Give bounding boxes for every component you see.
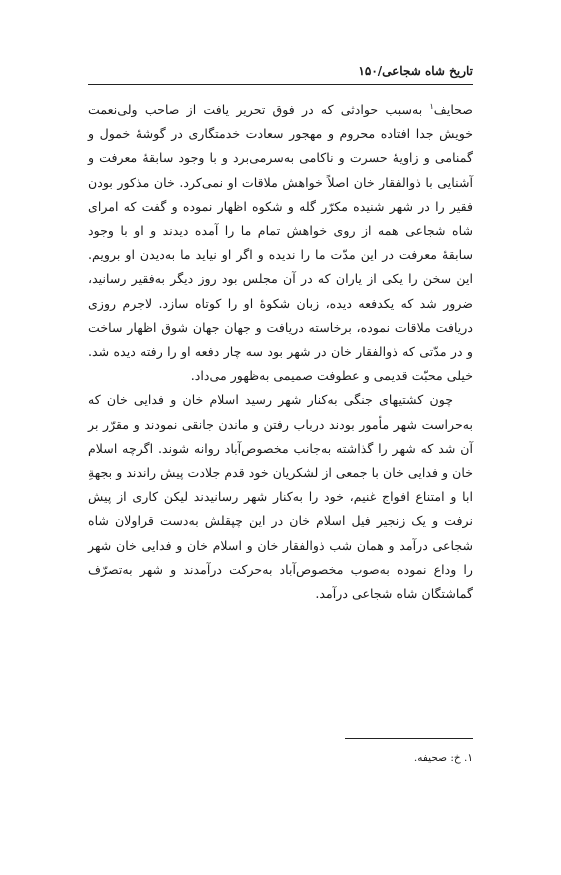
body-text: [88, 98, 473, 606]
paragraph-1: [88, 98, 473, 388]
footnote-reference: ۱: [429, 101, 434, 111]
header-rule: [88, 84, 473, 85]
paragraph-1-lead: صحایف: [433, 102, 473, 117]
running-title: تاریخ شاه شجاعی/۱۵۰: [358, 64, 473, 78]
paragraph-1-text: به‌سبب حوادثی که در فوق تحریر یافت از صاحب ولی‌نعمت خویش جدا افتاده محروم و مهجور سعادت خدمتگاری در گوشهٔ خمول و گمنامی و زاویهٔ حسرت و ناکامی به‌سرمی‌برد و با وجود سابقهٔ معرفت و آشنایی با ذوالفقار خان اصلاً خواهش ملاقات او نمی‌کرد. خان مذکور بودن فقیر را در شهر شنیده مکرّر گله و شکوه اظهار نموده و گفت که امرای شاه شجاعی همه از روی خواهش تمام ما را آمده دیدند و او با وجود سابقهٔ معرفت در این مدّت ما را ندیده و اگر او نیاید ما به‌دیدن او برویم. این سخن را یکی از یاران که در آن مجلس بود روز دیگر به‌فقیر رسانید، ضرور شد که یکدفعه دیده، زبان شکوهٔ او را کوتاه سازد. لاجرم روزی دریافت ملاقات نموده، برخاسته دریافت و جهان جهان شوق اظهار ساخت و در مدّتی که ذوالفقار خان در شهر بود سه چار دفعه او را رفته دیده شد. خیلی محبّت قدیمی و عطوفت صمیمی به‌ظهور می‌داد.: [88, 102, 473, 384]
footnote-text: خ: صحیفه.: [413, 752, 461, 764]
footnote-rule: [345, 738, 473, 739]
footnote: [88, 750, 473, 766]
running-head: [88, 62, 473, 80]
footnote-number: ۱.: [464, 752, 473, 764]
paragraph-2: چون کشتیهای جنگی به‌کنار شهر رسید اسلام خان و فدایی خان که به‌حراست شهر مأمور بودند درباب رفتن و ماندن جانقی نمودند و مقرّر بر آن شد که شهر را گذاشته به‌جانب مخصوص‌آباد روانه شوند. اگرچه اسلام خان و فدایی خان با جمعی از لشکریان خود قدم جلادت پیش راندند و بجهةِ ابا و امتناع افواج غنیم، خود را به‌کنار شهر رسانیدند لیکن کاری از پیش نرفت و یک زنجیر فیل اسلام خان در این چپقلش به‌دست قراولان شاه شجاعی درآمد و همان شب ذوالفقار خان و اسلام خان و فدایی خان شهر را وداع نموده به‌صوب مخصوص‌آباد به‌حرکت درآمدند و شهر به‌تصرّف گماشتگان شاه شجاعی درآمد.: [88, 392, 473, 602]
